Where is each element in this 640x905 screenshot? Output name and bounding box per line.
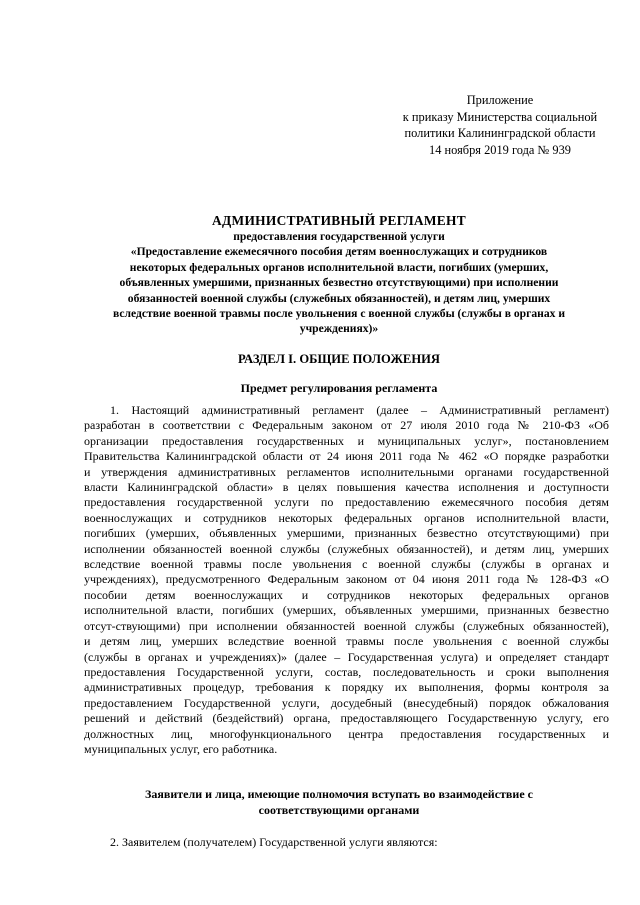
- paragraph-line: и утверждения административных регламентов исполнительными органами государственной: [84, 464, 609, 479]
- paragraph-line: вследствие военной травмы после увольнения с военной службы (службы в органах и: [84, 557, 609, 572]
- paragraph-line: разработан в соответствии с Федеральным законом от 27 июля 2010 года № 210-ФЗ «Об: [84, 418, 609, 433]
- paragraph-line: предоставления государственной услуги по предоставлению ежемесячного пособия детям: [84, 495, 609, 510]
- paragraph-2: 2. Заявителем (получателем) Государственной услуги являются:: [110, 835, 438, 849]
- appendix-block: [380, 92, 620, 158]
- paragraph-1: [84, 403, 609, 757]
- appendix-line: 14 ноября 2019 года № 939: [429, 142, 571, 157]
- section-subheading: Предмет регулирования регламента: [240, 381, 438, 395]
- paragraph-line: административных процедур, требования к порядку их выполнения, формы контроля за: [84, 680, 609, 695]
- paragraph-line: муниципальных услуг, его работника.: [84, 741, 278, 756]
- title-line: объявленных умершими, признанных безвестно отсутствующими) при исполнении: [119, 276, 559, 290]
- title-line: «Предоставление ежемесячного пособия детям военнослужащих и сотрудников: [130, 245, 548, 259]
- appendix-line: политики Калининградской области: [404, 126, 596, 140]
- title-line: учреждениях)»: [299, 322, 379, 336]
- title-block: [84, 212, 594, 337]
- paragraph-line: организации предоставления государственных и муниципальных услуг», постановлением: [84, 433, 609, 448]
- title-line: предоставления государственной услуги: [233, 230, 445, 243]
- paragraph-line: исполнении обязанностей военной службы (служебных обязанностей), и детям лиц, умерших: [84, 541, 609, 556]
- applicants-heading-line: соответствующими органами: [258, 802, 420, 817]
- title-line: вследствие военной травмы после увольнения с военной службы (службы в органах и: [112, 307, 566, 321]
- paragraph-line: должностных лиц, многофункционального центра предоставления государственных и: [84, 726, 609, 741]
- paragraph-line: исполнительной власти, погибших (умерших, объявленных умершими, признанных безвестно: [84, 603, 609, 618]
- title-line: обязанностей военной службы (служебных обязанностей), и детям лиц, умерших: [127, 291, 551, 305]
- section-heading: РАЗДЕЛ I. ОБЩИЕ ПОЛОЖЕНИЯ: [237, 352, 441, 366]
- paragraph-line: и детям лиц, умерших вследствие военной травмы после увольнения с военной службы: [84, 634, 609, 649]
- appendix-line: к приказу Министерства социальной: [402, 109, 598, 124]
- paragraph-line: Правительства Калининградской области от 24 июня 2011 года № 462 «О порядке разработки: [84, 449, 609, 464]
- paragraph-line: власти Калининградской области» в целях повышения качества исполнения и доступности: [84, 480, 609, 495]
- paragraph-line: отсут-ствующими) при исполнении обязанностей военной службы (служебных обязанностей),: [84, 618, 609, 633]
- paragraph-line: пособии детям военнослужащих и сотрудников некоторых федеральных органов: [84, 587, 609, 602]
- paragraph-line: предоставлением Государственной услуги, досудебный (внесудебный) порядок обжалования: [84, 695, 609, 710]
- paragraph-line: предоставления Государственной услуги, состав, последовательность и сроки выполнения: [84, 664, 609, 679]
- document-title: АДМИНИСТРАТИВНЫЙ РЕГЛАМЕНТ: [212, 213, 466, 228]
- applicants-heading: [84, 787, 594, 818]
- paragraph-line: решений и действий (бездействий) органа, предоставляющего Государственную услугу, его: [84, 711, 609, 726]
- applicants-heading-line: Заявители и лица, имеющие полномочия вступать во взаимодействие с: [145, 787, 533, 801]
- paragraph-line: военнослужащих и сотрудников некоторых федеральных органов исполнительной власти,: [84, 510, 609, 525]
- paragraph-line: 1. Настоящий административный регламент (далее – Административный регламент): [110, 403, 609, 417]
- paragraph-line: учреждениях), предусмотренного Федеральным законом от 04 июня 2011 года № 128-ФЗ «О: [84, 572, 609, 587]
- paragraph-line: погибших (умерших, объявленных умершими, признанных безвестно отсутствующими) при: [84, 526, 609, 541]
- paragraph-line: (службы в органах и учреждениях)» (далее – Государственная услуга) и определяет стандарт: [84, 649, 609, 664]
- title-line: некоторых федеральных органов исполнительной власти, погибших (умерших,: [129, 260, 549, 274]
- appendix-line: Приложение: [466, 93, 534, 107]
